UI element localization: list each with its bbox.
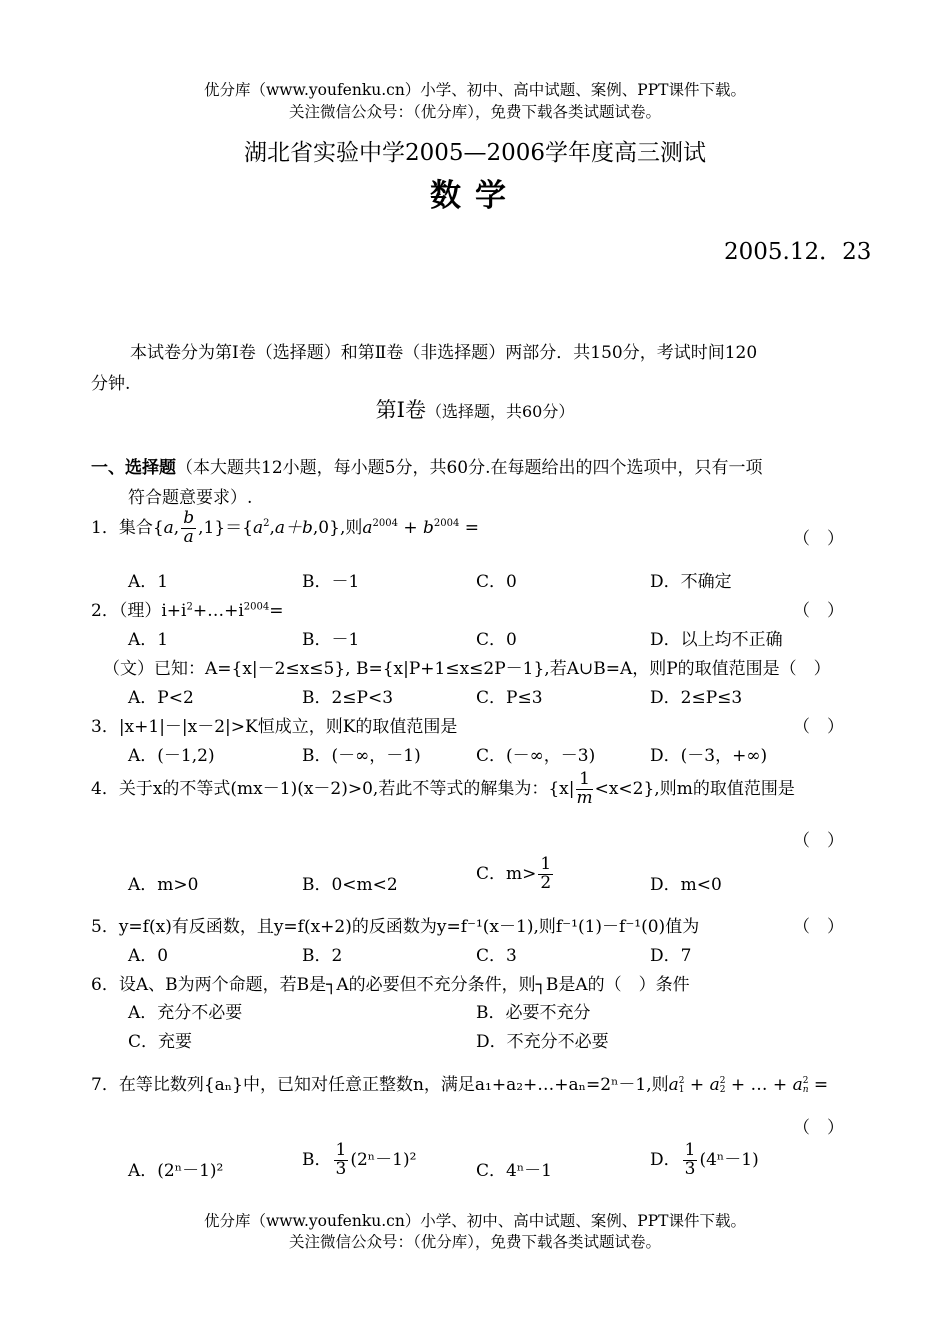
q7-term-1-sq: 2 [678, 1075, 685, 1086]
q5-answer-paren[interactable]: （ ） [793, 917, 844, 937]
exam-title: 湖北省实验中学2005—2006学年度高三测试 [243, 140, 707, 166]
q1-stem-b: ,1}＝{ [198, 517, 253, 538]
q3-option-b[interactable]: B．(－∞，－1) [302, 746, 421, 766]
section-1-desc: （本大题共12小题，每小题5分，共60分.在每题给出的四个选项中，只有一项 [176, 458, 763, 478]
q7-term-n-sub: n [802, 1084, 809, 1095]
q7-option-a[interactable]: A．(2ⁿ－1)² [128, 1161, 224, 1181]
question-3 [91, 712, 457, 737]
q4-stem-a: 关于x的不等式(mx－1)(x－2)>0,若此不等式的解集为：{x| [118, 778, 575, 799]
q5-option-d[interactable]: D．7 [650, 946, 692, 966]
q7-option-d-expr: (4ⁿ－1) [699, 1149, 759, 1170]
intro-line-2: 分钟. [91, 374, 131, 394]
q4-option-a[interactable]: A．m>0 [128, 875, 199, 895]
q1-exp-a: 2004 [372, 518, 398, 530]
q7-term-1-sub: 1 [678, 1084, 685, 1095]
q7-plus-1: + [684, 1075, 710, 1095]
q7-d-den: 3 [684, 1158, 696, 1179]
q7-term-n: a [792, 1075, 803, 1095]
footer-line-1: 优分库（www.youfenku.cn）小学、初中、高中试题、案例、PPT课件下载。 [203, 1212, 747, 1230]
q2-option-a[interactable]: A．1 [128, 630, 169, 650]
q7-d-num: 1 [684, 1140, 696, 1160]
q7-term-2-sub: 2 [719, 1084, 726, 1095]
q1-stem-d: ,0},则 [312, 517, 363, 538]
q7-term-n-sq: 2 [802, 1075, 809, 1086]
q4-frac-num: 1 [576, 771, 592, 790]
q1-exp-b: 2004 [433, 518, 460, 530]
q1-option-c[interactable]: C．0 [476, 572, 517, 592]
q1-a-plus-b: a＋b [274, 517, 313, 538]
q2-sup-2: 2004 [243, 601, 270, 613]
q3-option-d[interactable]: D．(－3，+∞) [650, 746, 768, 766]
q1-plus: + [397, 517, 424, 538]
part-1-label: 第Ⅰ卷 [375, 398, 426, 422]
q5-option-a[interactable]: A．0 [128, 946, 169, 966]
q4-option-c[interactable] [476, 856, 555, 893]
q2-end: = [269, 601, 284, 621]
q3-stem: |x+1|－|x－2|>K恒成立，则K的取值范围是 [118, 717, 458, 737]
q1-frac-den: a [183, 526, 194, 547]
section-1-label: 一、选择题 [91, 458, 176, 478]
q2-wen-stem: （文）已知：A={x|－2≤x≤5}, B={x|P+1≤x≤2P－1},若A∪B=A，则P的取值范围是（ ） [103, 659, 831, 679]
q6-number: 6． [91, 975, 119, 995]
q7-sum-expression [669, 1075, 829, 1095]
q5-number: 5． [91, 917, 119, 937]
q4-option-b[interactable]: B．0<m<2 [302, 875, 398, 895]
q7-dots: … [750, 1075, 768, 1095]
q2-stem: （理）i+i [118, 601, 187, 621]
q4-option-c-fraction [538, 856, 553, 893]
q7-option-b-expr: (2ⁿ－1)² [350, 1149, 417, 1170]
q7-option-d-fraction [683, 1142, 698, 1179]
q4-answer-paren[interactable]: （ ） [793, 831, 844, 851]
section-1-desc-cont: 符合题意要求）. [128, 488, 253, 508]
q1-option-b[interactable]: B．－1 [302, 572, 360, 592]
q4-frac-den: m [576, 787, 593, 808]
q1-comma: , [269, 517, 275, 538]
q2-option-c[interactable]: C．0 [476, 630, 517, 650]
part-1-title [0, 394, 950, 424]
q4-fraction [576, 771, 592, 808]
question-5 [91, 912, 699, 937]
q5-option-b[interactable]: B．2 [302, 946, 343, 966]
q2-wen-option-d[interactable]: D．2≤P≤3 [650, 688, 743, 708]
q4-option-c-label: C．m> [476, 863, 537, 884]
q3-option-a[interactable]: A．(－1,2) [128, 746, 215, 766]
q4-number: 4． [91, 778, 119, 799]
q7-term-2-sq: 2 [719, 1075, 726, 1086]
q5-stem: y=f(x)有反函数，且y=f(x+2)的反函数为y=f⁻¹(x－1),则f⁻¹(1)－f⁻¹(0)值为 [118, 917, 700, 937]
q7-eq: = [808, 1075, 829, 1095]
q1-eq: = [459, 517, 480, 538]
q3-number: 3． [91, 717, 119, 737]
q3-option-c[interactable]: C．(－∞，－3) [476, 746, 596, 766]
q6-stem: 设A、B为两个命题，若B是┐A的必要但不充分条件，则┐B是A的（ ）条件 [118, 975, 690, 995]
q7-plus-2: + [725, 1075, 751, 1095]
q6-option-d[interactable]: D．不充分不必要 [476, 1032, 609, 1052]
q1-square: 2 [263, 518, 270, 530]
q6-option-b[interactable]: B．必要不充分 [476, 1003, 591, 1023]
q6-option-c[interactable]: C．充要 [128, 1032, 193, 1052]
q1-frac-num: b [183, 508, 195, 528]
q3-answer-paren[interactable]: （ ） [793, 717, 844, 737]
q7-number: 7． [91, 1075, 119, 1095]
footer-line-2: 关注微信公众号：（优分库），免费下载各类试题试卷。 [288, 1233, 661, 1251]
q4-c-den: 2 [540, 872, 552, 893]
header-line-1: 优分库（www.youfenku.cn）小学、初中、高中试题、案例、PPT课件下载。 [203, 81, 747, 99]
q1-var-a3: a [362, 517, 373, 538]
q1-fraction [181, 510, 196, 547]
question-2 [91, 596, 283, 621]
q5-option-c[interactable]: C．3 [476, 946, 517, 966]
question-7 [91, 1070, 828, 1095]
intro-line-1: 本试卷分为第Ⅰ卷（选择题）和第Ⅱ卷（非选择题）两部分．共150分，考试时间120 [130, 343, 758, 363]
q7-option-d-label: D． [650, 1149, 681, 1170]
q4-stem-b: <x<2},则m的取值范围是 [594, 778, 795, 799]
q1-var-b: b [423, 517, 434, 538]
q7-option-c[interactable]: C．4ⁿ－1 [476, 1161, 552, 1181]
q1-var-a2: a [252, 517, 264, 538]
q2-option-d[interactable]: D．以上均不正确 [650, 630, 783, 650]
q7-term-1: a [668, 1075, 679, 1095]
q4-c-num: 1 [540, 854, 552, 874]
q6-option-a[interactable]: A．充分不必要 [128, 1003, 243, 1023]
q7-plus-3: + [767, 1075, 793, 1095]
q7-option-d[interactable] [650, 1142, 759, 1179]
q2-wen-option-a[interactable]: A．P<2 [128, 688, 194, 708]
q7-b-den: 3 [335, 1158, 347, 1179]
q7-option-b[interactable] [302, 1142, 416, 1179]
q1-var-a: a [163, 517, 174, 538]
q1-number: 1． [91, 517, 119, 538]
q2-sup-1: 2 [186, 601, 193, 613]
subject-title: 数学 [430, 178, 520, 214]
q2-mid: +…+i [192, 601, 244, 621]
q2-wen-option-c[interactable]: C．P≤3 [476, 688, 543, 708]
q7-stem: 在等比数列{aₙ}中，已知对任意正整数n，满足a₁+a₂+…+aₙ=2ⁿ－1,则 [118, 1075, 669, 1095]
q7-answer-paren[interactable]: （ ） [793, 1118, 844, 1138]
question-1: 1．集合{a, $\frac{b}{a}$ $,1\}=\{a^2,a+b,0\}$,则$a^{2004} + b^{2004}$ = [91, 508, 480, 547]
part-1-note: （选择题，共60分） [425, 402, 575, 421]
q2-wen-option-b[interactable]: B．2≤P<3 [302, 688, 394, 708]
q1-answer-paren[interactable]: （ ） [793, 529, 844, 549]
question-6 [91, 970, 690, 995]
question-4 [91, 771, 795, 808]
q2-answer-paren[interactable]: （ ） [793, 601, 844, 621]
q1-option-d[interactable]: D．不确定 [650, 572, 732, 592]
q7-option-b-label: B． [302, 1149, 332, 1170]
q7-term-2: a [709, 1075, 720, 1095]
q7-option-b-fraction [334, 1142, 349, 1179]
q1-stem-a: 集合{ [118, 517, 164, 538]
q2-option-b[interactable]: B．－1 [302, 630, 360, 650]
q4-option-d[interactable]: D．m<0 [650, 875, 722, 895]
q1-option-a[interactable]: A．1 [128, 572, 169, 592]
header-line-2: 关注微信公众号：（优分库），免费下载各类试题试卷。 [288, 103, 661, 121]
exam-date: 2005.12．23 [724, 239, 872, 265]
q2-number: 2． [91, 601, 119, 621]
section-1-heading [91, 453, 762, 478]
q7-b-num: 1 [335, 1140, 347, 1160]
